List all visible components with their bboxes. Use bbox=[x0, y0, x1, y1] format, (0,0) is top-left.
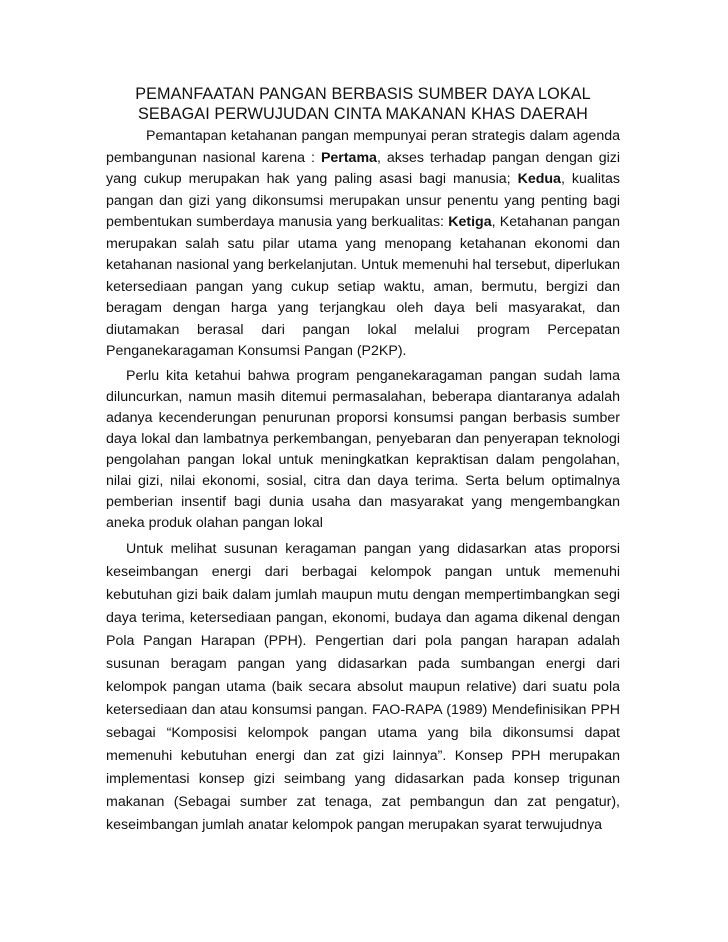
document-title bbox=[106, 84, 620, 124]
paragraph-1-text-c: , kualitas pangan dan gizi yang dikonsumsi merupakan unsur penentu yang penting bagi pembentukan sumberdaya manusia yang berkualitas: bbox=[106, 171, 620, 230]
title-line-1: PEMANFAATAN PANGAN BERBASIS SUMBER DAYA LOKAL bbox=[135, 85, 591, 103]
document-page bbox=[106, 84, 620, 837]
paragraph-3: Untuk melihat susunan keragaman pangan yang didasarkan atas proporsi keseimbangan energi dari berbagai kelompok pangan untuk memenuhi kebutuhan gizi baik dalam jumlah maupun mutu dengan mempertimbangkan segi daya terima, ketersediaan pangan, ekonomi, budaya dan agama dikenal dengan Pola Pangan Harapan (PPH). Pengertian dari pola pangan harapan adalah susunan beragam pangan yang didasarkan pada sumbangan energi dari kelompok pangan utama (baik secara absolut maupun relative) dari suatu pola ketersediaan dan atau konsumsi pangan. FAO-RAPA (1989) Mendefinisikan PPH sebagai “Komposisi kelompok pangan utama yang bila dikonsumsi dapat memenuhi kebutuhan energi dan zat gizi lainnya”. Konsep PPH merupakan implementasi konsep gizi seimbang yang didasarkan pada konsep trigunan makanan (Sebagai sumber zat tenaga, zat pembangun dan zat pengatur), keseimbangan jumlah anatar kelompok pangan merupakan syarat terwujudnya bbox=[106, 540, 620, 833]
paragraph-1-text-d: , Ketahanan pangan merupakan salah satu pilar utama yang menopang ketahanan ekonomi dan ketahanan nasional yang berkelanjutan. Untuk memenuhi hal tersebut, diperlukan ketersediaan pangan yang cukup setiap waktu, aman, bermutu, bergizi dan beragam dengan harga yang terjangkau oleh daya beli masyarakat, dan diutamakan berasal dari pangan lokal melalui program Percepatan Penganekaragaman Konsumsi Pangan (P2KP). bbox=[106, 214, 620, 359]
paragraph-2: Perlu kita ketahui bahwa program penganekaragaman pangan sudah lama diluncurkan, namun masih ditemui permasalahan, beberapa diantaranya adalah adanya kecenderungan penurunan proporsi konsumsi pangan berbasis sumber daya lokal dan lambatnya perkembangan, penyebaran dan penyerapan teknologi pengolahan pangan lokal untuk meningkatkan kepraktisan dalam pengolahan, nilai gizi, nilai ekonomi, sosial, citra dan daya terima. Serta belum optimalnya pemberian insentif bagi dunia usaha dan masyarakat yang mengembangkan aneka produk olahan pangan lokal bbox=[106, 367, 620, 531]
paragraph-1 bbox=[106, 126, 620, 363]
keyword-pertama: Pertama bbox=[320, 149, 377, 166]
title-line-2: SEBAGAI PERWUJUDAN CINTA MAKANAN KHAS DAERAH bbox=[138, 105, 588, 123]
paragraph-1-text-b: , akses terhadap pangan dengan gizi yang cukup merupakan hak yang paling asasi bagi manusia; bbox=[106, 149, 620, 187]
keyword-kedua: Kedua bbox=[517, 171, 561, 187]
paragraph-1-text-a: Pemantapan ketahanan pangan mempunyai peran strategis dalam agenda pembangunan nasional karena : bbox=[106, 128, 620, 166]
keyword-ketiga: Ketiga bbox=[448, 214, 492, 230]
